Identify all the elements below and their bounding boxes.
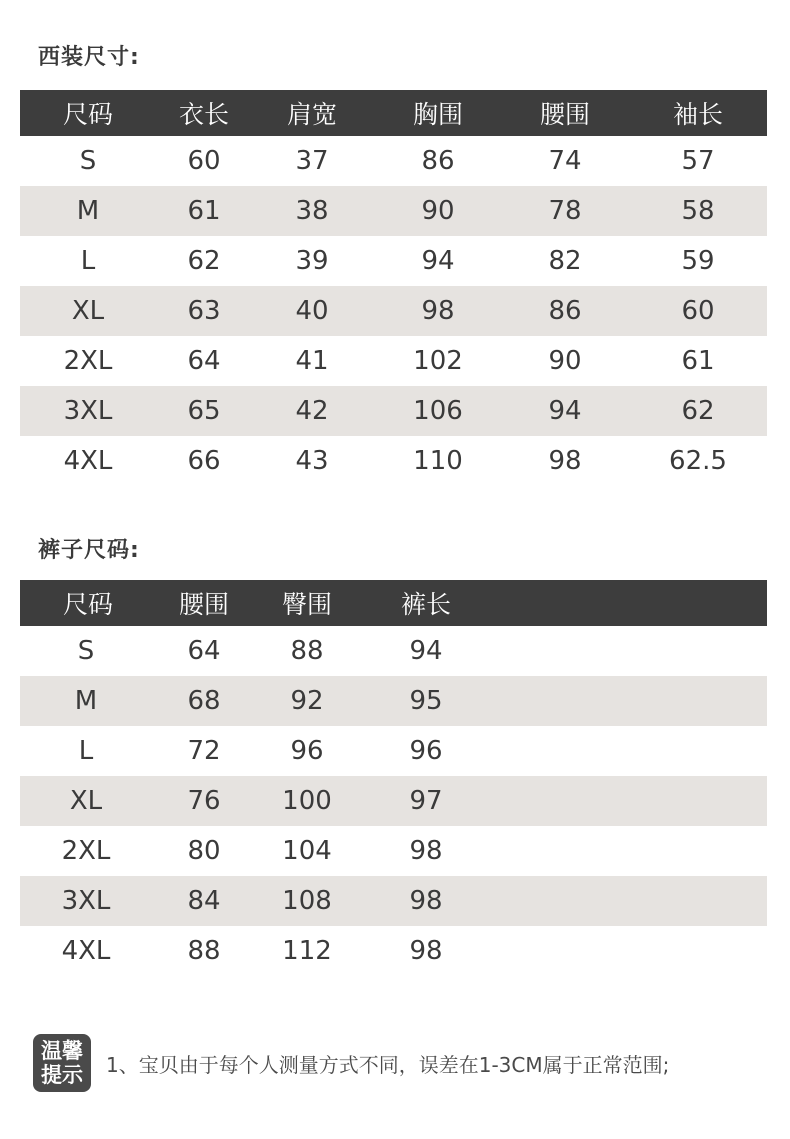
table-cell: 3XL <box>61 886 111 916</box>
table-cell: 98 <box>421 296 455 326</box>
table-cell: 106 <box>413 396 463 426</box>
table-cell: 57 <box>681 146 715 176</box>
table-header-row <box>20 90 767 136</box>
tip-badge <box>33 1034 91 1092</box>
table-row <box>20 236 767 286</box>
table-cell: 94 <box>421 246 455 276</box>
table-cell: 63 <box>187 296 221 326</box>
table-cell: 110 <box>413 446 463 476</box>
table-row <box>20 436 767 486</box>
table-cell: 72 <box>187 736 221 766</box>
table-cell: 90 <box>421 196 455 226</box>
table-row <box>20 286 767 336</box>
table-cell: 78 <box>548 196 582 226</box>
table-cell: 3XL <box>63 396 113 426</box>
table-cell: 108 <box>282 886 332 916</box>
table-row <box>20 776 767 826</box>
table-cell: 59 <box>681 246 715 276</box>
table-cell: 84 <box>187 886 221 916</box>
header-cell-length: 衣长 <box>178 100 230 129</box>
table-cell: S <box>79 146 97 176</box>
header-cell-shoulder: 肩宽 <box>286 100 338 129</box>
table-cell: 90 <box>548 346 582 376</box>
header-cell-sleeve: 袖长 <box>672 100 724 129</box>
table-cell: 60 <box>681 296 715 326</box>
table-cell: 60 <box>187 146 221 176</box>
table-cell: 104 <box>282 836 332 866</box>
suit-size-table <box>20 90 767 486</box>
table-cell: 42 <box>295 396 329 426</box>
table-cell: 64 <box>187 636 221 666</box>
table-cell: 4XL <box>63 446 113 476</box>
table-cell: 37 <box>295 146 329 176</box>
table-cell: 62.5 <box>669 446 727 476</box>
table-cell: 86 <box>548 296 582 326</box>
tip-section <box>33 1034 669 1092</box>
table-cell: M <box>74 686 98 716</box>
suit-size-title: 西装尺寸: <box>38 45 140 70</box>
table-row <box>20 826 767 876</box>
header-cell-hip: 臀围 <box>281 590 333 619</box>
table-row <box>20 336 767 386</box>
table-row <box>20 626 767 676</box>
table-cell: 95 <box>409 686 443 716</box>
table-cell: 41 <box>295 346 329 376</box>
table-cell: 74 <box>548 146 582 176</box>
table-cell: 61 <box>187 196 221 226</box>
table-cell: 40 <box>295 296 329 326</box>
table-row <box>20 676 767 726</box>
tip-badge-line1: 温馨 <box>41 1039 83 1063</box>
table-row <box>20 876 767 926</box>
header-cell-waist: 腰围 <box>178 590 230 619</box>
table-cell: 88 <box>290 636 324 666</box>
table-cell: 2XL <box>61 836 111 866</box>
header-cell-size: 尺码 <box>62 590 114 619</box>
table-cell: 38 <box>295 196 329 226</box>
table-cell: 98 <box>409 936 443 966</box>
table-cell: 64 <box>187 346 221 376</box>
table-cell: M <box>76 196 100 226</box>
table-cell: 102 <box>413 346 463 376</box>
header-cell-size: 尺码 <box>62 100 114 129</box>
table-row <box>20 386 767 436</box>
table-cell: 58 <box>681 196 715 226</box>
table-cell: 94 <box>409 636 443 666</box>
table-cell: 2XL <box>63 346 113 376</box>
table-cell: 112 <box>282 936 332 966</box>
pants-size-table <box>20 580 767 976</box>
table-cell: S <box>77 636 95 666</box>
table-cell: 68 <box>187 686 221 716</box>
table-cell: 97 <box>409 786 443 816</box>
table-cell: L <box>80 246 96 276</box>
table-cell: 96 <box>409 736 443 766</box>
header-cell-chest: 胸围 <box>412 100 464 129</box>
table-cell: 86 <box>421 146 455 176</box>
table-cell: 66 <box>187 446 221 476</box>
table-cell: 76 <box>187 786 221 816</box>
table-cell: 88 <box>187 936 221 966</box>
table-cell: 92 <box>290 686 324 716</box>
table-cell: 94 <box>548 396 582 426</box>
tip-badge-line2: 提示 <box>41 1063 83 1087</box>
table-cell: 82 <box>548 246 582 276</box>
table-cell: L <box>78 736 94 766</box>
table-cell: 61 <box>681 346 715 376</box>
table-cell: 100 <box>282 786 332 816</box>
header-cell-waist: 腰围 <box>539 100 591 129</box>
table-cell: 98 <box>409 836 443 866</box>
table-row <box>20 186 767 236</box>
table-row <box>20 926 767 976</box>
table-header-row <box>20 580 767 626</box>
table-cell: 65 <box>187 396 221 426</box>
table-cell: 62 <box>187 246 221 276</box>
header-cell-pants-length: 裤长 <box>400 590 452 619</box>
table-row <box>20 136 767 186</box>
table-cell: 43 <box>295 446 329 476</box>
table-cell: 96 <box>290 736 324 766</box>
table-cell: XL <box>69 786 103 816</box>
table-cell: 62 <box>681 396 715 426</box>
tip-text: 1、宝贝由于每个人测量方式不同，误差在1-3CM属于正常范围; <box>106 1052 670 1077</box>
table-cell: 80 <box>187 836 221 866</box>
table-cell: 4XL <box>61 936 111 966</box>
pants-size-title: 裤子尺码: <box>38 538 140 563</box>
table-cell: XL <box>71 296 105 326</box>
table-row <box>20 726 767 776</box>
table-cell: 98 <box>409 886 443 916</box>
table-cell: 98 <box>548 446 582 476</box>
table-cell: 39 <box>295 246 329 276</box>
